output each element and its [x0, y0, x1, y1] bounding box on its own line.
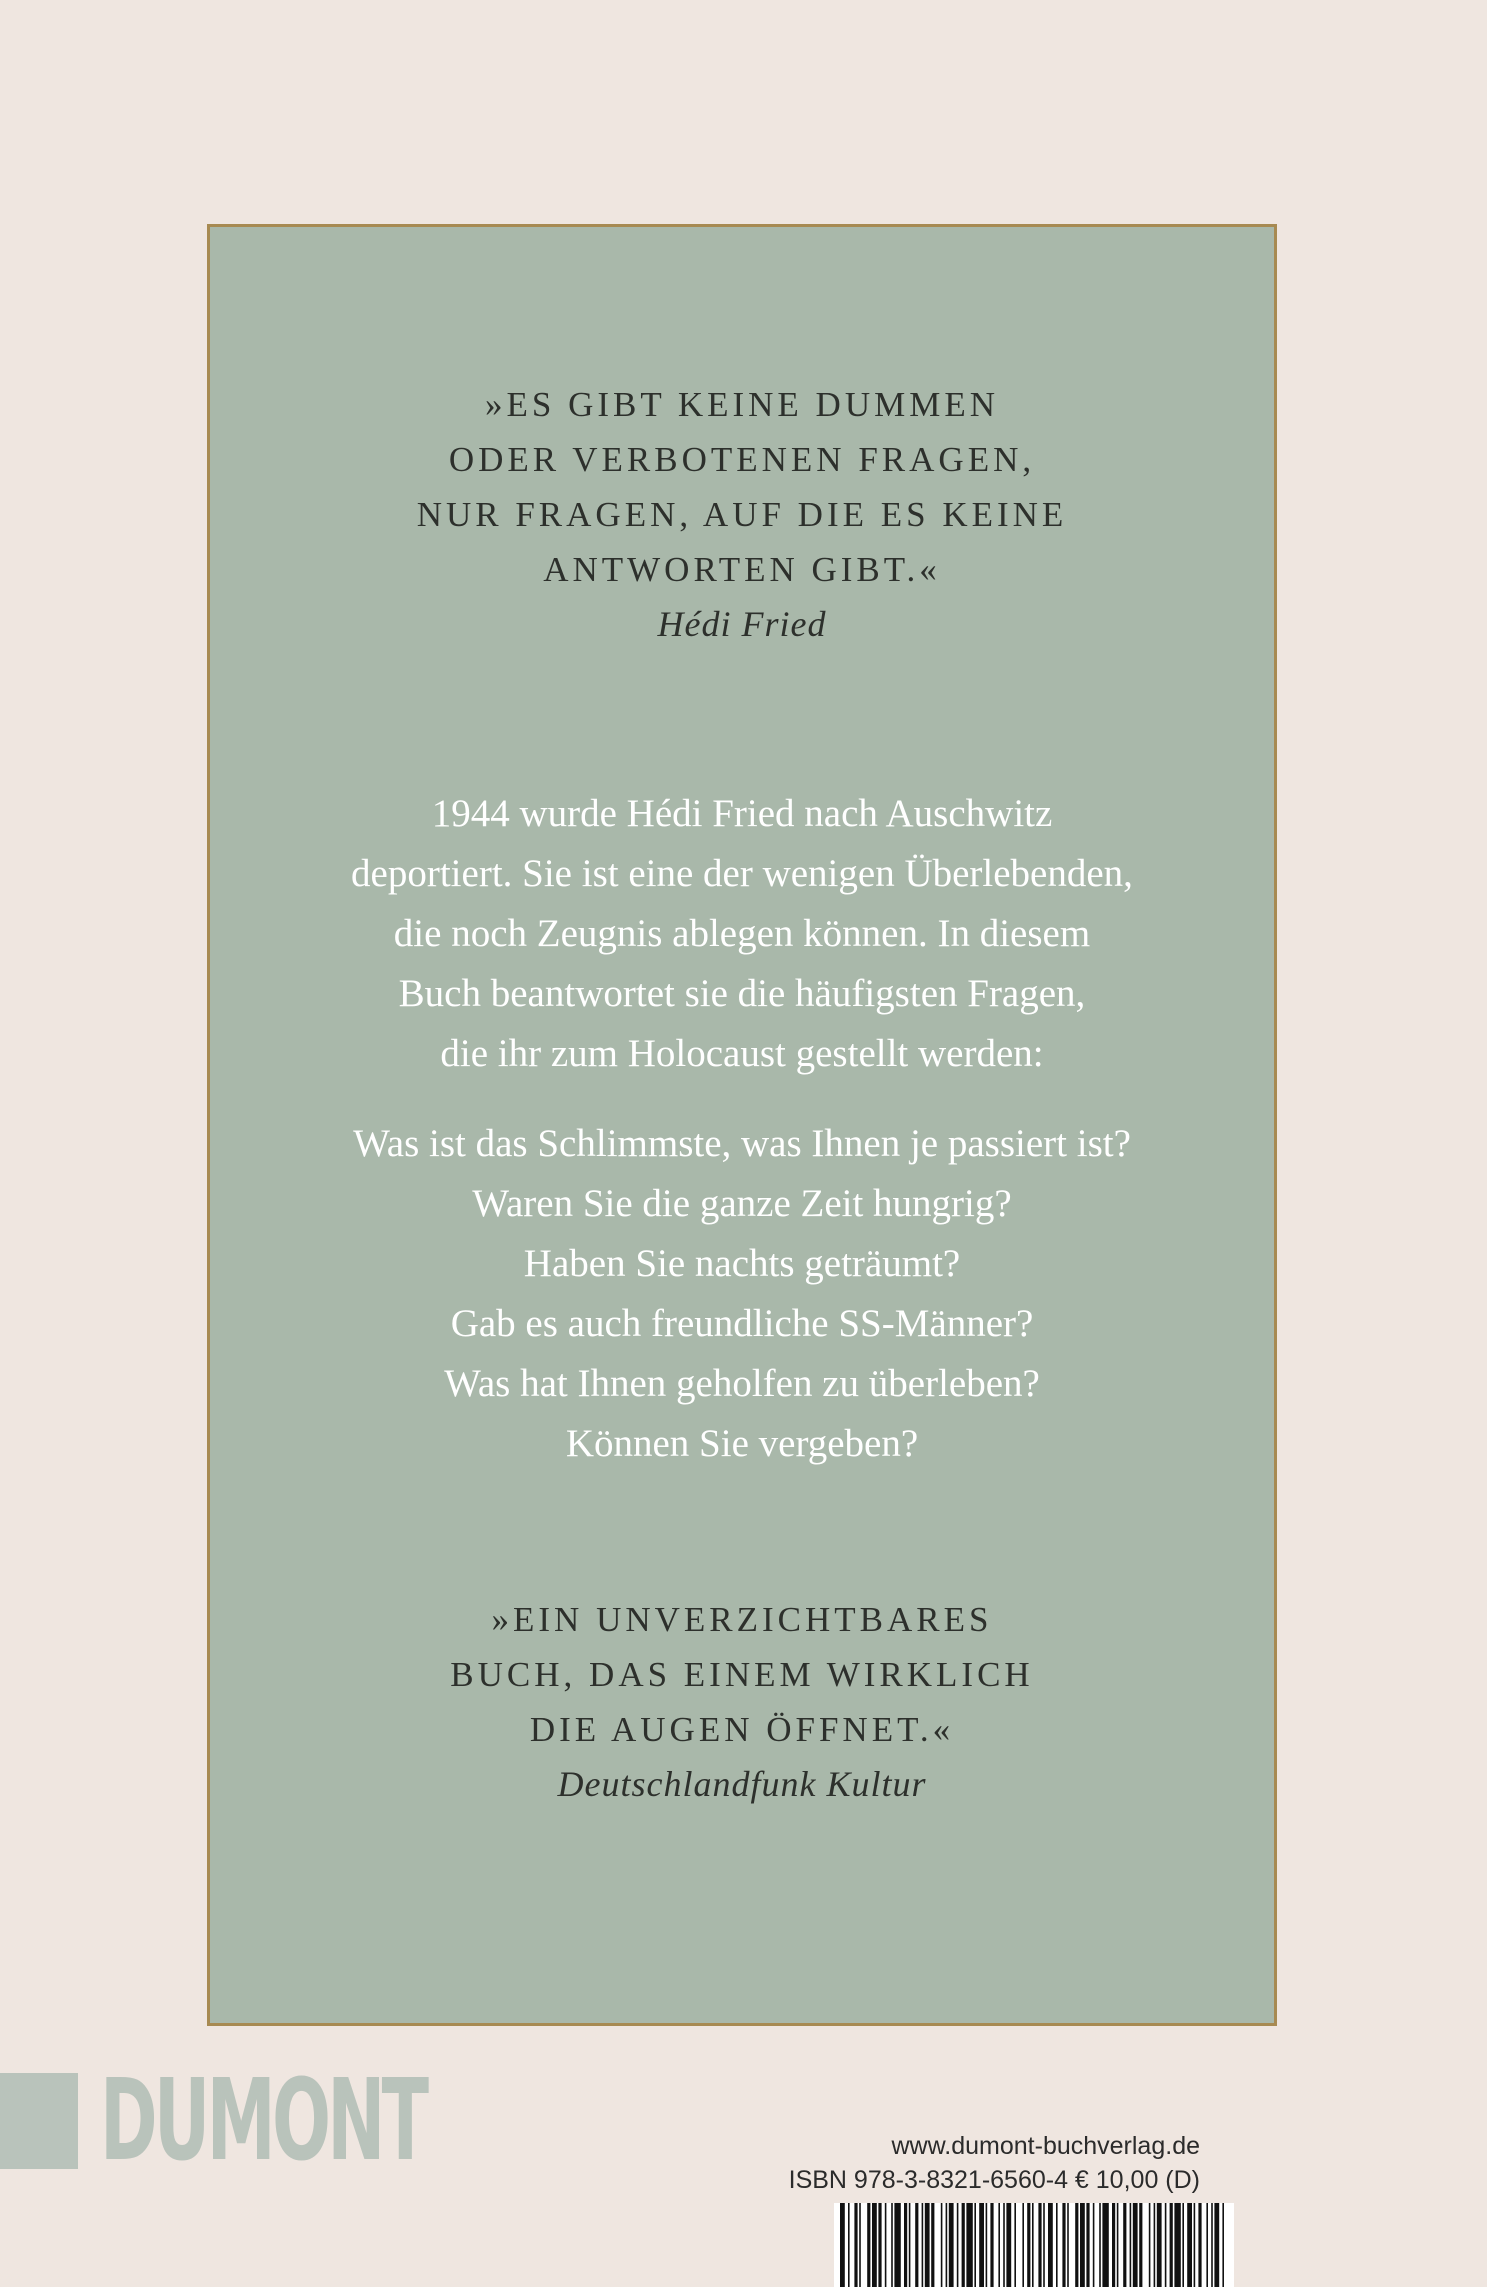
description-line: deportiert. Sie ist eine der wenigen Überlebenden, [351, 852, 1133, 895]
logo-wordmark: DUMONT [100, 2056, 426, 2186]
barcode-bar [1062, 2203, 1065, 2287]
barcode-bar [986, 2203, 988, 2287]
barcode-bar [931, 2203, 934, 2287]
quote-bottom-line: »EIN UNVERZICHTBARES [491, 1600, 993, 1639]
barcode-bar [1086, 2203, 1089, 2287]
description-line: die noch Zeugnis ablegen können. In diesem [393, 912, 1091, 955]
quote-top-line: NUR FRAGEN, AUF DIE ES KEINE [416, 495, 1068, 534]
quote-bottom-line: DIE AUGEN ÖFFNET.« [529, 1710, 955, 1749]
barcode-bar [949, 2203, 954, 2287]
question-item: Gab es auch freundliche SS-Männer? [450, 1302, 1034, 1345]
barcode-bar [1102, 2203, 1108, 2287]
quote-bottom-author: Deutschlandfunk Kultur [557, 1764, 927, 1804]
barcode-bar [1157, 2203, 1162, 2287]
barcode-bar [957, 2203, 959, 2287]
barcode-bar [1032, 2203, 1034, 2287]
barcode-bar [1187, 2203, 1192, 2287]
barcode-bar [1149, 2203, 1151, 2287]
question-item: Was ist das Schlimmste, was Ihnen je passiert ist? [353, 1122, 1131, 1165]
barcode-bar [1198, 2203, 1201, 2287]
barcode-bar [962, 2203, 965, 2287]
question-item: Waren Sie die ganze Zeit hungrig? [472, 1182, 1012, 1225]
description-line: die ihr zum Holocaust gestellt werden: [440, 1032, 1044, 1075]
barcode-bar [867, 2203, 870, 2287]
barcode-bar [1043, 2203, 1045, 2287]
barcode-bar [1206, 2203, 1208, 2287]
barcode-bar [848, 2203, 850, 2287]
question-item: Haben Sie nachts geträumt? [523, 1242, 961, 1285]
quote-top-line: ODER VERBOTENEN FRAGEN, [448, 440, 1036, 479]
barcode-bar [872, 2203, 877, 2287]
description [210, 784, 1274, 1084]
barcode-bar [941, 2203, 943, 2287]
barcode-bar [1130, 2203, 1132, 2287]
barcode-bar [1222, 2203, 1224, 2287]
barcode-bar [1165, 2203, 1167, 2287]
barcode-bar [1080, 2203, 1085, 2287]
barcode [834, 2203, 1234, 2287]
barcode-bar [1170, 2203, 1173, 2287]
barcode-bar [1099, 2203, 1101, 2287]
barcode-bar [1117, 2203, 1119, 2287]
barcode-bar [915, 2203, 918, 2287]
barcode-bar [1006, 2203, 1011, 2287]
barcode-bar [840, 2203, 845, 2287]
barcode-bar [1133, 2203, 1138, 2287]
barcode-graphic [834, 2203, 1234, 2287]
barcode-bar [854, 2203, 857, 2287]
quote-top-line: »ES GIBT KEINE DUMMEN [484, 385, 1000, 424]
barcode-bar [885, 2203, 887, 2287]
barcode-bar [909, 2203, 911, 2287]
barcode-bar [998, 2203, 1000, 2287]
barcode-bar [891, 2203, 893, 2287]
barcode-bar [1194, 2203, 1196, 2287]
barcode-bar [1038, 2203, 1041, 2287]
barcode-bar [946, 2203, 948, 2287]
barcode-bar [1139, 2203, 1142, 2287]
barcode-bar [966, 2203, 972, 2287]
barcode-bar [1214, 2203, 1219, 2287]
barcode-bar [1123, 2203, 1126, 2287]
barcode-bar [979, 2203, 984, 2287]
barcode-bar [1182, 2203, 1184, 2287]
barcode-bar [990, 2203, 993, 2287]
barcode-bar [1093, 2203, 1095, 2287]
description-line: 1944 wurde Hédi Fried nach Auschwitz [431, 792, 1053, 835]
barcode-bar [1067, 2203, 1069, 2287]
question-item: Können Sie vergeben? [565, 1422, 919, 1465]
barcode-bar [1154, 2203, 1156, 2287]
barcode-bar [925, 2203, 930, 2287]
barcode-bar [922, 2203, 924, 2287]
barcode-bar [1048, 2203, 1053, 2287]
barcode-bar [1056, 2203, 1058, 2287]
cover-text-panel [207, 224, 1277, 2026]
barcode-bar [878, 2203, 881, 2287]
description-line: Buch beantwortet sie die häufigsten Fragen, [398, 972, 1086, 1015]
quote-top-author: Hédi Fried [657, 604, 827, 644]
barcode-bar [904, 2203, 907, 2287]
barcode-bar [894, 2203, 900, 2287]
barcode-bar [1022, 2203, 1024, 2287]
quote-bottom [210, 1592, 1274, 1812]
question-item: Was hat Ihnen geholfen zu überleben? [444, 1362, 1040, 1405]
quote-top-line: ANTWORTEN GIBT.« [543, 550, 941, 589]
barcode-bar [1027, 2203, 1030, 2287]
barcode-bar [859, 2203, 861, 2287]
question-list [210, 1114, 1274, 1474]
publisher-website: www.dumont-buchverlag.de [891, 2132, 1200, 2160]
barcode-bar [1174, 2203, 1180, 2287]
barcode-bar [1003, 2203, 1005, 2287]
barcode-bar [974, 2203, 976, 2287]
quote-bottom-line: BUCH, DAS EINEM WIRKLICH [450, 1655, 1034, 1694]
logo-bar [0, 2073, 78, 2169]
barcode-bar [1014, 2203, 1016, 2287]
barcode-bar [1112, 2203, 1115, 2287]
barcode-bar [1211, 2203, 1213, 2287]
barcode-bar [1075, 2203, 1078, 2287]
quote-top [210, 377, 1274, 652]
isbn-price: ISBN 978-3-8321-6560-4 € 10,00 (D) [788, 2166, 1200, 2194]
